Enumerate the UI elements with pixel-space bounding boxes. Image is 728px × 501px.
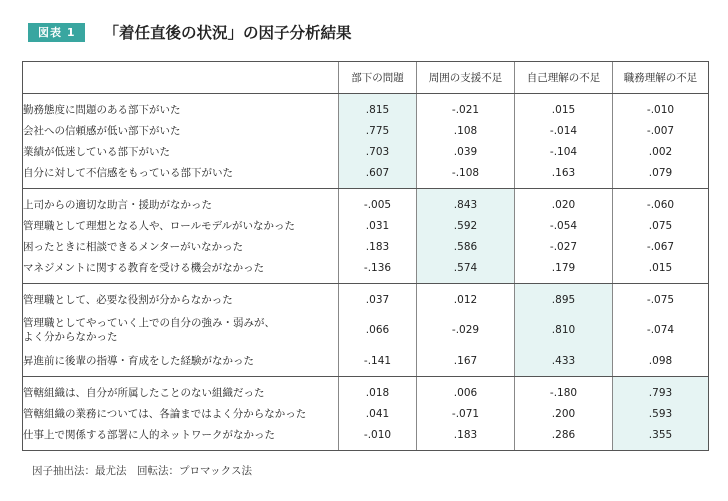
loading-cell: -.007 <box>613 120 709 141</box>
loading-cell: -.021 <box>417 94 515 121</box>
table-row <box>23 403 709 424</box>
loading-cell-highlighted: .355 <box>613 424 709 451</box>
loading-cell: -.027 <box>515 236 613 257</box>
row-label: 困ったときに相談できるメンターがいなかった <box>23 236 339 257</box>
row-label: 上司からの適切な助言・援助がなかった <box>23 189 339 216</box>
column-header: 周囲の支援不足 <box>417 62 515 94</box>
loading-cell: .031 <box>339 215 417 236</box>
loading-cell: .079 <box>613 162 709 189</box>
row-label: 自分に対して不信感をもっている部下がいた <box>23 162 339 189</box>
column-header: 部下の問題 <box>339 62 417 94</box>
table-row <box>23 141 709 162</box>
loading-cell: -.108 <box>417 162 515 189</box>
loading-cell: .183 <box>339 236 417 257</box>
loading-cell: -.075 <box>613 284 709 311</box>
table-row <box>23 284 709 311</box>
loading-cell: -.104 <box>515 141 613 162</box>
row-label: 管理職としてやっていく上での自分の強み・弱みが、 よく分からなかった <box>23 310 339 350</box>
loading-cell-highlighted: .592 <box>417 215 515 236</box>
column-header: 自己理解の不足 <box>515 62 613 94</box>
loading-cell: .006 <box>417 377 515 404</box>
loading-cell-highlighted: .810 <box>515 310 613 350</box>
loading-cell: .075 <box>613 215 709 236</box>
row-label: 昇進前に後輩の指導・育成をした経験がなかった <box>23 350 339 377</box>
row-label: 勤務態度に問題のある部下がいた <box>23 94 339 121</box>
loading-cell: .108 <box>417 120 515 141</box>
loading-cell-highlighted: .815 <box>339 94 417 121</box>
figure-header <box>28 21 352 43</box>
loading-cell: .286 <box>515 424 613 451</box>
loading-cell-highlighted: .793 <box>613 377 709 404</box>
loading-cell-highlighted: .843 <box>417 189 515 216</box>
loading-cell: .041 <box>339 403 417 424</box>
loading-cell: -.136 <box>339 257 417 284</box>
loading-cell: .012 <box>417 284 515 311</box>
row-label: 管轄組織は、自分が所属したことのない組織だった <box>23 377 339 404</box>
table-header-row <box>23 62 709 94</box>
loading-cell-highlighted: .895 <box>515 284 613 311</box>
table-row <box>23 162 709 189</box>
loading-cell: .018 <box>339 377 417 404</box>
loading-cell: .015 <box>613 257 709 284</box>
loading-cell: -.071 <box>417 403 515 424</box>
loading-cell: .167 <box>417 350 515 377</box>
loading-cell: -.010 <box>613 94 709 121</box>
table-body <box>23 94 709 451</box>
loading-cell: -.180 <box>515 377 613 404</box>
row-label: マネジメントに関する教育を受ける機会がなかった <box>23 257 339 284</box>
loading-cell: .039 <box>417 141 515 162</box>
loading-cell: -.141 <box>339 350 417 377</box>
loading-cell: .066 <box>339 310 417 350</box>
loading-cell: -.029 <box>417 310 515 350</box>
loading-cell-highlighted: .703 <box>339 141 417 162</box>
row-label: 仕事上で関係する部署に人的ネットワークがなかった <box>23 424 339 451</box>
loading-cell: -.067 <box>613 236 709 257</box>
loading-cell-highlighted: .586 <box>417 236 515 257</box>
table-row <box>23 377 709 404</box>
loading-cell: .183 <box>417 424 515 451</box>
row-label: 業績が低迷している部下がいた <box>23 141 339 162</box>
loading-cell: .200 <box>515 403 613 424</box>
row-label: 会社への信頼感が低い部下がいた <box>23 120 339 141</box>
loading-cell: -.060 <box>613 189 709 216</box>
table-row <box>23 424 709 451</box>
table-row <box>23 310 709 350</box>
table-row <box>23 120 709 141</box>
factor-analysis-table <box>22 61 709 451</box>
row-label: 管理職として、必要な役割が分からなかった <box>23 284 339 311</box>
loading-cell: -.074 <box>613 310 709 350</box>
row-label: 管轄組織の業務については、各論まではよく分からなかった <box>23 403 339 424</box>
footnote: 因子抽出法：最尤法 回転法：プロマックス法 <box>32 465 252 477</box>
loading-cell: -.014 <box>515 120 613 141</box>
loading-cell: -.005 <box>339 189 417 216</box>
loading-cell: -.010 <box>339 424 417 451</box>
loading-cell: .179 <box>515 257 613 284</box>
table-row <box>23 215 709 236</box>
loading-cell-highlighted: .593 <box>613 403 709 424</box>
loading-cell: .020 <box>515 189 613 216</box>
header-label-cell <box>23 62 339 94</box>
loading-cell-highlighted: .607 <box>339 162 417 189</box>
table-row <box>23 350 709 377</box>
loading-cell: -.054 <box>515 215 613 236</box>
table-row <box>23 257 709 284</box>
row-label: 管理職として理想となる人や、ロールモデルがいなかった <box>23 215 339 236</box>
figure-title: 「着任直後の状況」の因子分析結果 <box>103 24 352 42</box>
table-row <box>23 189 709 216</box>
loading-cell-highlighted: .574 <box>417 257 515 284</box>
table-row <box>23 236 709 257</box>
table-row <box>23 94 709 121</box>
loading-cell: .002 <box>613 141 709 162</box>
loading-cell: .098 <box>613 350 709 377</box>
figure-badge: 図表 1 <box>28 23 85 42</box>
loading-cell: .037 <box>339 284 417 311</box>
loading-cell-highlighted: .433 <box>515 350 613 377</box>
loading-cell: .015 <box>515 94 613 121</box>
loading-cell-highlighted: .775 <box>339 120 417 141</box>
column-header: 職務理解の不足 <box>613 62 709 94</box>
loading-cell: .163 <box>515 162 613 189</box>
